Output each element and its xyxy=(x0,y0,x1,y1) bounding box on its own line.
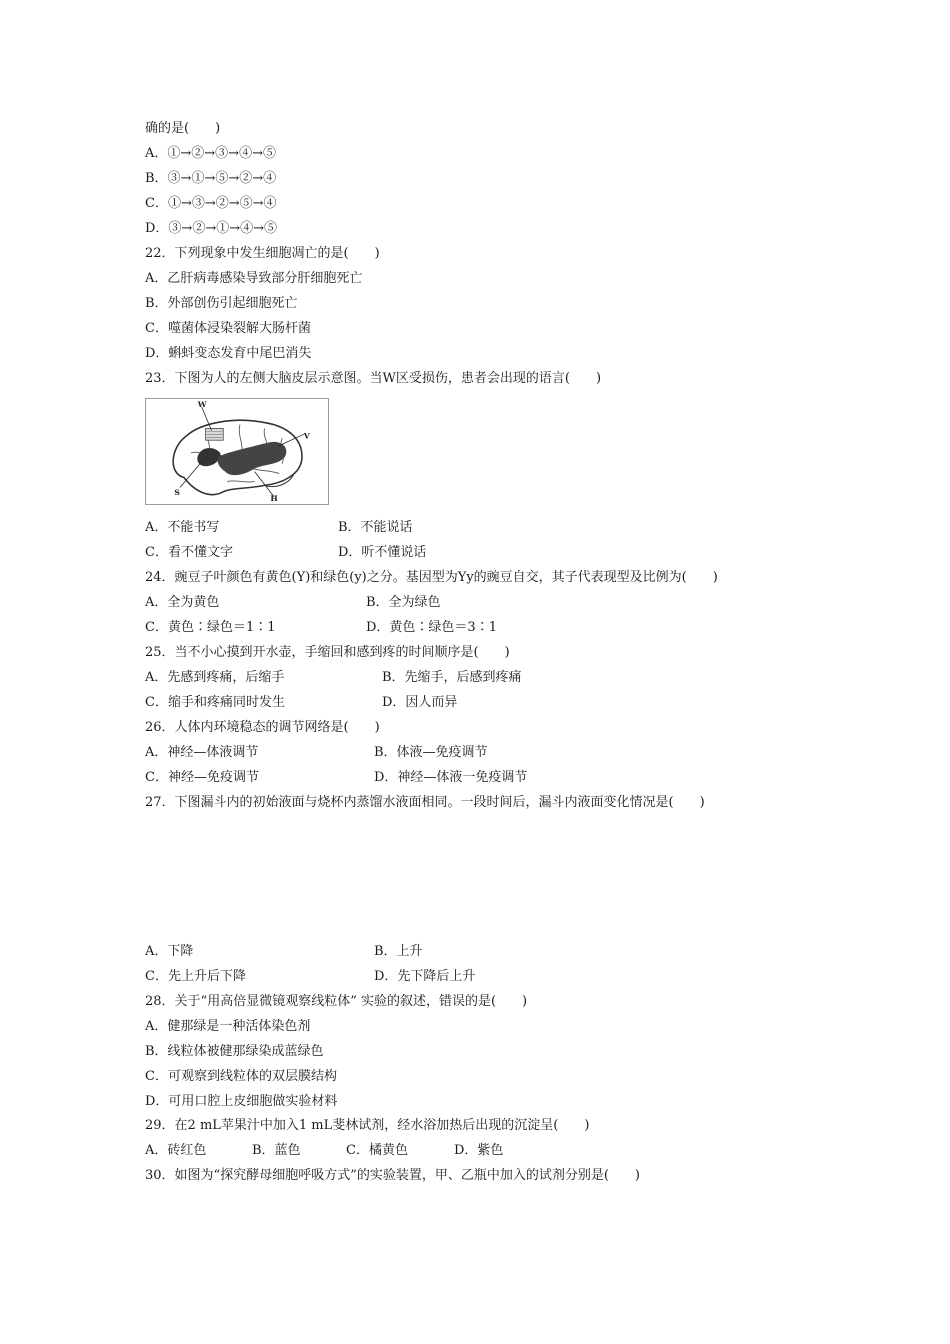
q27-option-b: B．上升 xyxy=(374,944,423,959)
q25-option-d: D．因人而异 xyxy=(382,695,458,710)
q29-option-b: B．蓝色 xyxy=(252,1143,301,1158)
q26-stem: 26．人体内环境稳态的调节网络是( ) xyxy=(145,720,380,735)
q23-option-b: B．不能说话 xyxy=(338,520,413,535)
q29-option-c: C．橘黄色 xyxy=(346,1143,408,1158)
q24-option-b: B．全为绿色 xyxy=(366,595,441,610)
q25-option-a: A．先感到疼痛，后缩手 xyxy=(145,670,285,685)
q27-option-a: A．下降 xyxy=(145,944,194,959)
q23-option-a: A．不能书写 xyxy=(145,520,220,535)
q29-stem: 29．在2 mL苹果汁中加入1 mL斐林试剂，经水浴加热后出现的沉淀呈( ) xyxy=(145,1118,590,1133)
q26-option-c: C．神经—免疫调节 xyxy=(145,770,259,785)
q24-option-d: D．黄色∶绿色＝3∶1 xyxy=(366,620,497,635)
q23-stem: 23．下图为人的左侧大脑皮层示意图。当W区受损伤，患者会出现的语言( ) xyxy=(145,371,602,386)
q24-stem: 24．豌豆子叶颜色有黄色(Y)和绿色(y)之分。基因型为Yy的豌豆自交，其子代表现型及比例为( ) xyxy=(145,570,718,585)
q28-stem: 28．关于“用高倍显微镜观察线粒体” 实验的叙述，错误的是( ) xyxy=(145,994,528,1009)
q22-option-b: B．外部创伤引起细胞死亡 xyxy=(145,296,298,311)
q22-option-a: A．乙肝病毒感染导致部分肝细胞死亡 xyxy=(145,271,363,286)
q29-option-a: A．砖红色 xyxy=(145,1143,207,1158)
q21-option-d: D．③→②→①→④→⑤ xyxy=(145,221,277,236)
q27-option-c: C．先上升后下降 xyxy=(145,969,246,984)
q23-option-d: D．听不懂说话 xyxy=(338,545,427,560)
q27-stem: 27．下图漏斗内的初始液面与烧杯内蒸馏水液面相同。一段时间后，漏斗内液面变化情况是( ) xyxy=(145,795,705,810)
q25-stem: 25．当不小心摸到开水壶，手缩回和感到疼的时间顺序是( ) xyxy=(145,645,510,660)
q24-option-a: A．全为黄色 xyxy=(145,595,220,610)
q24-option-c: C．黄色∶绿色＝1∶1 xyxy=(145,620,276,635)
figure-label-w: W xyxy=(197,399,207,409)
q26-option-d: D．神经—体液一免疫调节 xyxy=(374,770,528,785)
figure-label-s: S xyxy=(174,488,180,498)
q26-option-a: A．神经—体液调节 xyxy=(145,745,259,760)
q22-option-c: C．噬菌体浸染裂解大肠杆菌 xyxy=(145,321,311,336)
q25-option-b: B．先缩手，后感到疼痛 xyxy=(382,670,522,685)
q22-option-d: D．蝌蚪变态发育中尾巴消失 xyxy=(145,346,312,361)
q22-stem: 22．下列现象中发生细胞凋亡的是( ) xyxy=(145,246,380,261)
q21-option-a: A．①→②→③→④→⑤ xyxy=(145,146,276,161)
figure-label-v: V xyxy=(303,431,310,441)
q28-option-a: A．健那绿是一种活体染色剂 xyxy=(145,1019,311,1034)
q29-option-d: D．紫色 xyxy=(454,1143,504,1158)
q28-option-b: B．线粒体被健那绿染成蓝绿色 xyxy=(145,1044,324,1059)
q21-option-b: B．③→①→⑤→②→④ xyxy=(145,171,277,186)
q28-option-c: C．可观察到线粒体的双层膜结构 xyxy=(145,1069,337,1084)
q28-option-d: D．可用口腔上皮细胞做实验材料 xyxy=(145,1094,338,1109)
figure-label-h: H xyxy=(270,494,278,504)
brain-diagram xyxy=(146,399,328,504)
q30-stem: 30．如图为“探究酵母细胞呼吸方式”的实验装置，甲、乙瓶中加入的试剂分别是( ) xyxy=(145,1168,640,1183)
q27-option-d: D．先下降后上升 xyxy=(374,969,476,984)
brain-cortex-figure xyxy=(145,398,329,505)
q25-option-c: C．缩手和疼痛同时发生 xyxy=(145,695,285,710)
q21-option-c: C．①→③→②→⑤→④ xyxy=(145,196,277,211)
q26-option-b: B．体液—免疫调节 xyxy=(374,745,488,760)
q23-option-c: C．看不懂文字 xyxy=(145,545,233,560)
q21-stem-tail: 确的是( ) xyxy=(145,121,221,136)
